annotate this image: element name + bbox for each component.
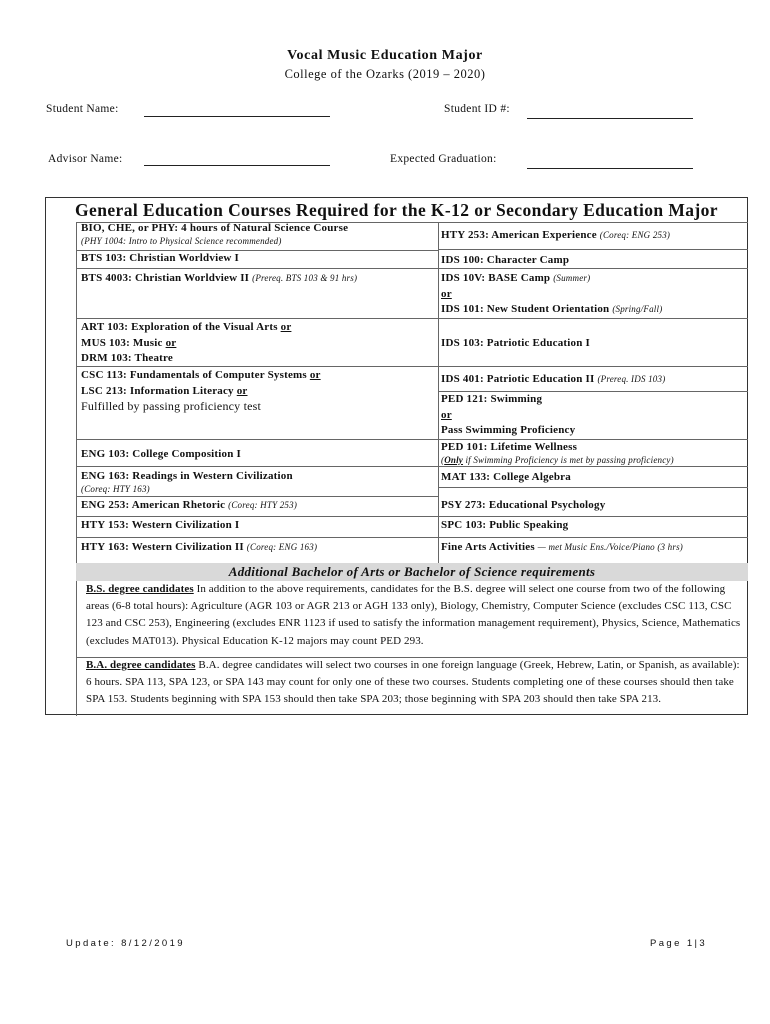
table-divider	[438, 222, 439, 564]
student-id-field[interactable]	[527, 118, 693, 119]
student-id-label: Student ID #:	[444, 103, 510, 115]
table-rule	[76, 516, 748, 517]
course-hty-163: HTY 163: Western Civilization II (Coreq: ENG 163)	[81, 541, 318, 553]
course-arts-choice: ART 103: Exploration of the Visual Arts or MUS 103: Music or DRM 103: Theatre	[81, 321, 292, 364]
course-bts-4003: BTS 4003: Christian Worldview II (Prereq. BTS 103 & 91 hrs)	[81, 272, 358, 284]
additional-requirements-title: Additional Bachelor of Arts or Bachelor of Science requirements	[76, 563, 748, 581]
course-hty-153: HTY 153: Western Civilization I	[81, 519, 240, 531]
bs-requirements: B.S. degree candidates In addition to the above requirements, candidates for the B.S. degree will select one course from two of the following areas (6-8 total hours): Agriculture (AGR 103 or AGR 213 or AGH 133 only), Biology, Chemistry, Computer Science (excludes CSC 113, CSC 123 and CSC 253), Engineering (excludes ENR 1123 if used to satisfy the information management requirement), Physics, Science, Mathematics (excludes MAT013). Physical Education K-12 majors may count PED 293.	[86, 583, 741, 647]
course-orientation-choice: IDS 10V: BASE Camp (Summer) or IDS 101: New Student Orientation (Spring/Fall)	[441, 272, 663, 315]
student-name-field[interactable]	[144, 116, 330, 117]
course-natural-science: BIO, CHE, or PHY: 4 hours of Natural Science Course (PHY 1004: Intro to Physical Science recommended)	[81, 222, 349, 246]
advisor-name-field[interactable]	[144, 165, 330, 166]
expected-graduation-label: Expected Graduation:	[390, 153, 497, 165]
update-date: Update: 8/12/2019	[66, 938, 185, 949]
table-rule	[76, 537, 748, 538]
student-name-label: Student Name:	[46, 103, 119, 115]
course-bts-103: BTS 103: Christian Worldview I	[81, 252, 239, 264]
table-rule	[438, 249, 748, 250]
gen-ed-table	[45, 197, 748, 715]
course-computer-choice: CSC 113: Fundamentals of Computer Systems or LSC 213: Information Literacy or Fulfilled by passing proficiency test	[81, 369, 321, 413]
course-ids-100: IDS 100: Character Camp	[441, 254, 570, 266]
course-ped-101: PED 101: Lifetime Wellness (Only if Swimming Proficiency is met by passing proficiency)	[441, 441, 674, 465]
course-eng-163: ENG 163: Readings in Western Civilization (Coreq: HTY 163)	[81, 470, 293, 494]
course-hty-253: HTY 253: American Experience (Coreq: ENG 253)	[441, 229, 671, 241]
expected-graduation-field[interactable]	[527, 168, 693, 169]
page-subtitle: College of the Ozarks (2019 – 2020)	[284, 67, 486, 81]
table-divider	[76, 222, 77, 716]
gen-ed-title: General Education Courses Required for the K-12 or Secondary Education Major	[75, 200, 718, 220]
course-ids-103: IDS 103: Patriotic Education I	[441, 337, 590, 349]
ba-requirements: B.A. degree candidates B.A. degree candidates will select two courses in one foreign language (Greek, Hebrew, Latin, or Spanish, as available): 6 hours. SPA 113, SPA 123, or SPA 143 may count for only one of these two courses. Students completing one of these courses should then take SPA 153. Students beginning with SPA 153 should then take SPA 203; those beginning with SPA 203 should then take SPA 213.	[86, 659, 740, 706]
course-psy-273: PSY 273: Educational Psychology	[441, 499, 606, 511]
course-fine-arts: Fine Arts Activities — met Music Ens./Voice/Piano (3 hrs)	[441, 541, 683, 553]
table-rule	[76, 268, 748, 269]
course-swimming-choice: PED 121: Swimming or Pass Swimming Proficiency	[441, 393, 576, 436]
table-rule	[438, 487, 748, 488]
course-eng-253: ENG 253: American Rhetoric (Coreq: HTY 253)	[81, 499, 298, 511]
course-eng-103: ENG 103: College Composition I	[81, 448, 241, 460]
table-rule	[76, 318, 748, 319]
page-number: Page 1|3	[650, 938, 708, 949]
advisor-name-label: Advisor Name:	[48, 153, 123, 165]
page-title: Vocal Music Education Major	[287, 48, 483, 63]
course-spc-103: SPC 103: Public Speaking	[441, 519, 569, 531]
course-ids-401: IDS 401: Patriotic Education II (Prereq. IDS 103)	[441, 373, 666, 385]
course-mat-133: MAT 133: College Algebra	[441, 471, 571, 483]
